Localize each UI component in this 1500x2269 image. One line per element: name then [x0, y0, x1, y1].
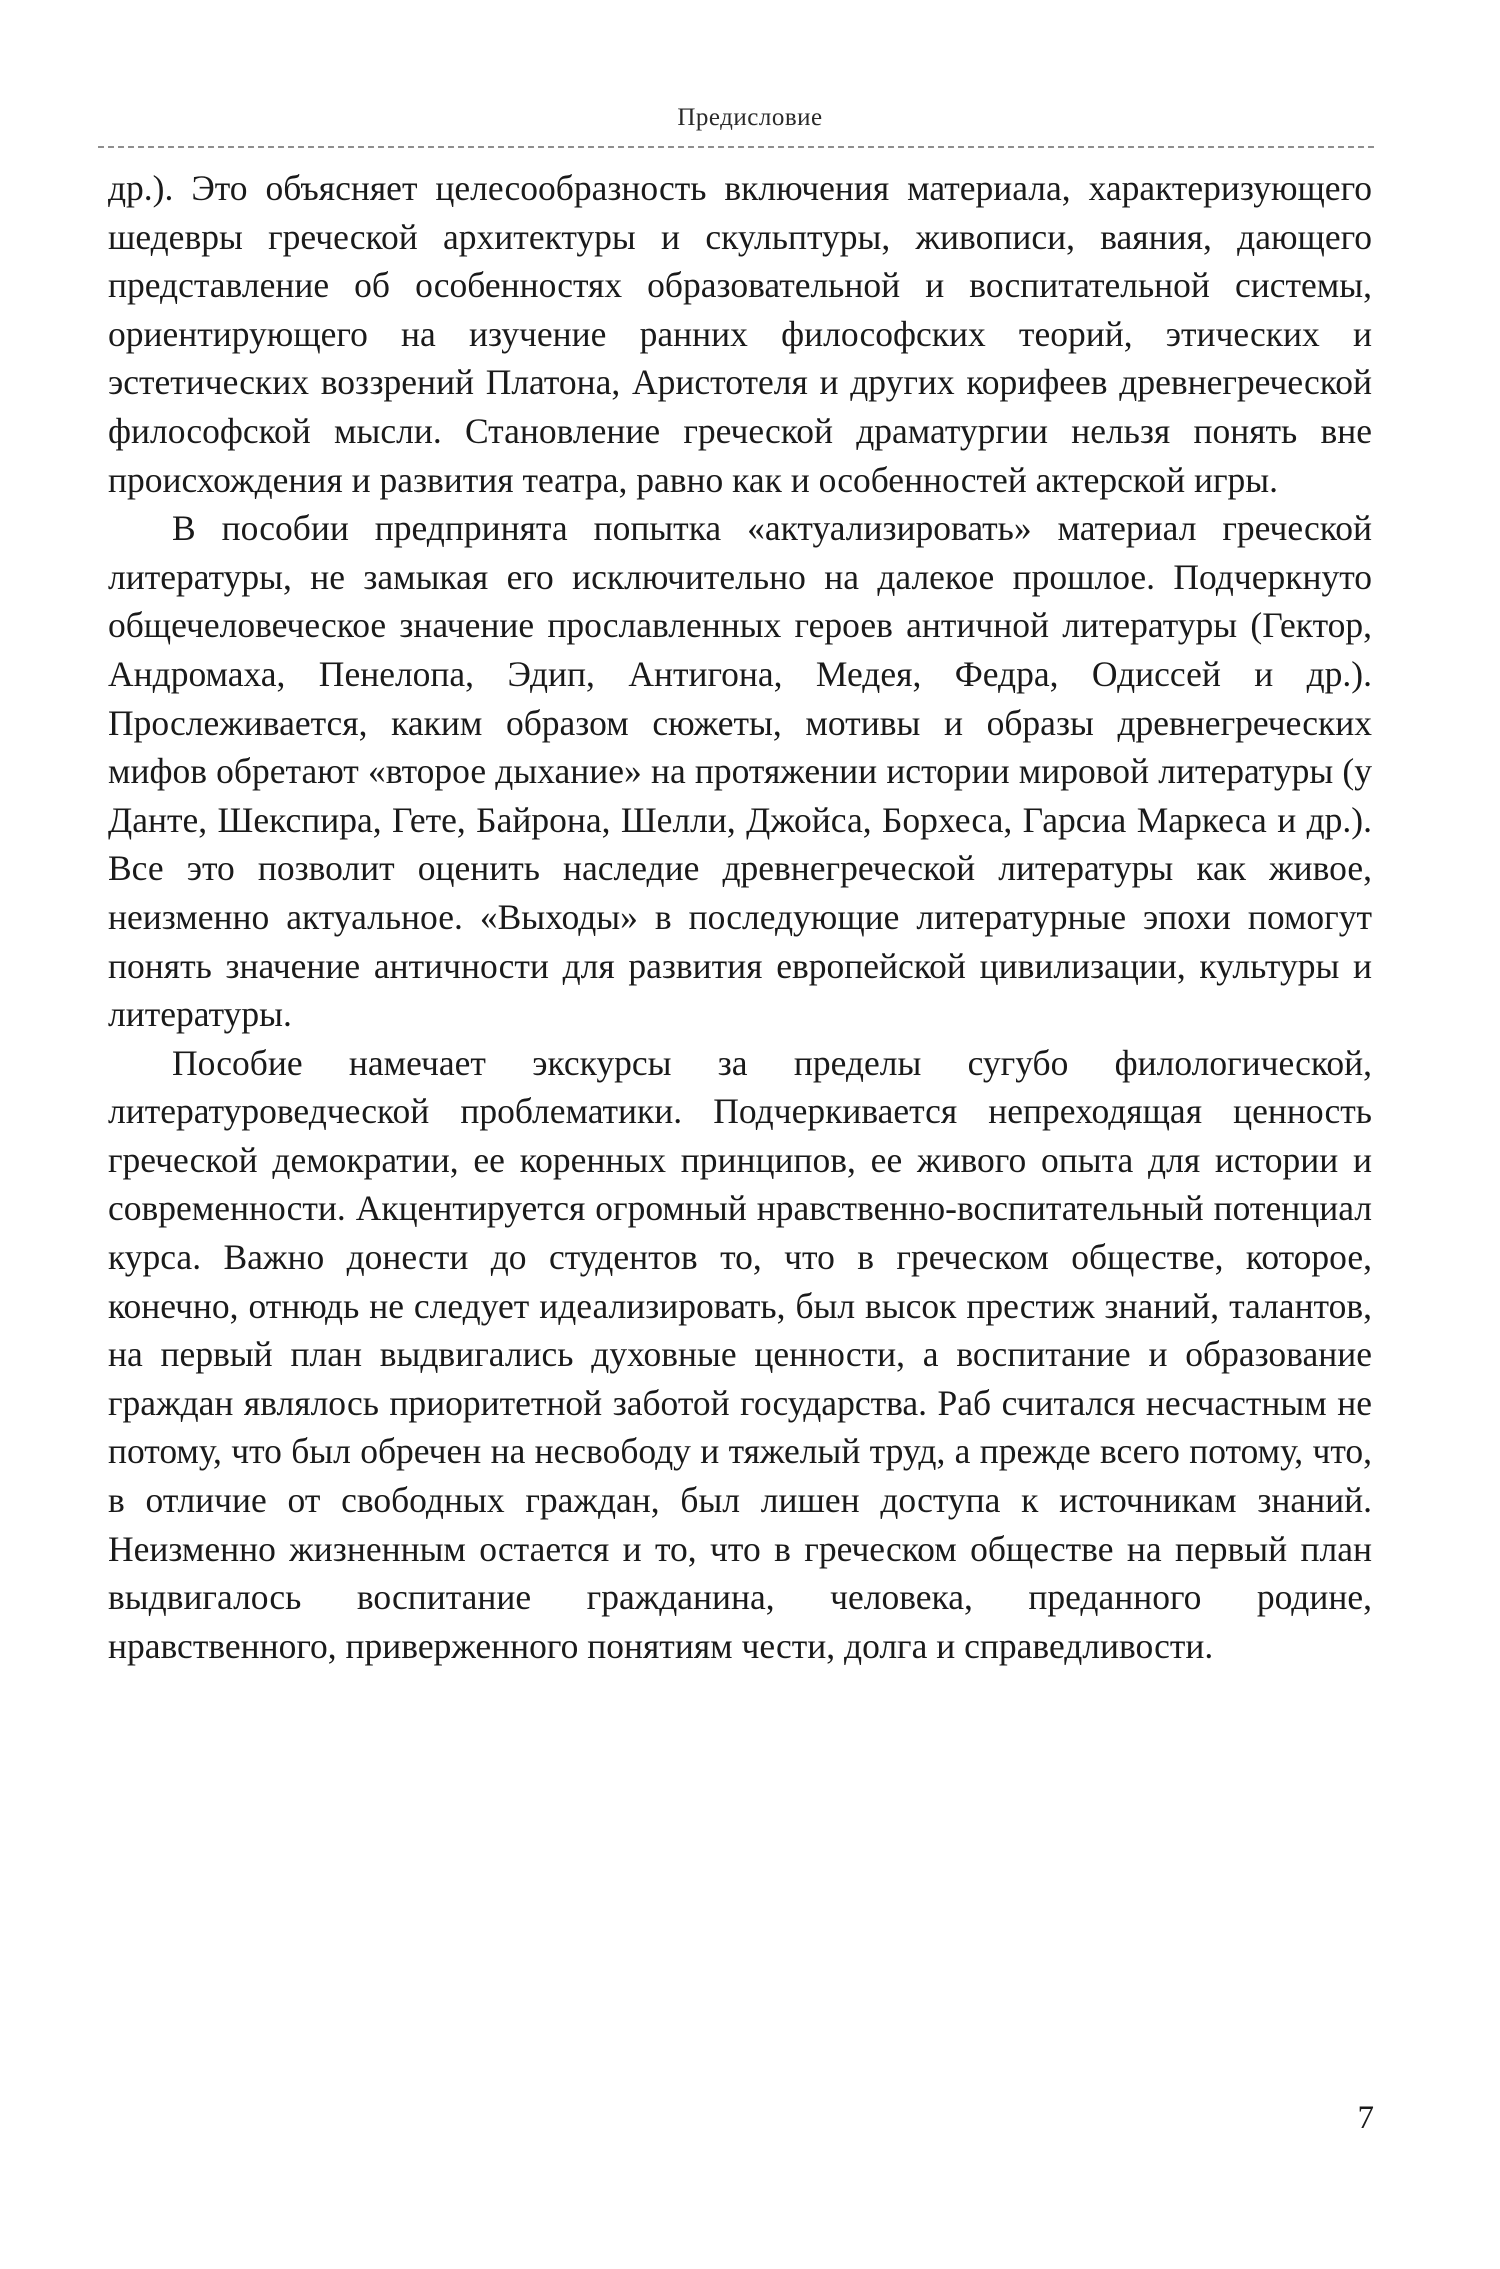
running-title: Предисловие — [677, 104, 823, 131]
body-text — [108, 164, 1372, 1670]
page-number: 7 — [1357, 2100, 1374, 2136]
paragraph-3: Пособие намечает экскурсы за пределы сугубо филологической, литературоведческой проблематики. Подчеркивается непреходящая ценность греческой демократии, ее коренных принципов, ее живого опыта для истории и современности. Акцентируется огромный нравственно-воспитательный потенциал курса. Важно донести до студентов то, что в греческом обществе, которое, конечно, отнюдь не следует идеализировать, был высок престиж знаний, талантов, на первый план выдвигались духовные ценности, а воспитание и образование граждан являлось приоритетной заботой государства. Раб считался несчастным не потому, что был обречен на несвободу и тяжелый труд, а прежде всего потому, что, в отличие от свободных граждан, был лишен доступа к источникам знаний. Неизменно жизненным остается и то, что в греческом обществе на первый план выдвигалось воспитание гражданина, человека, преданного родине, нравственного, приверженного понятиям чести, долга и справедливости. — [108, 1042, 1372, 1666]
paragraph-1: др.). Это объясняет целесообразность включения материала, характеризующего шедевры греческой архитектуры и скульптуры, живописи, ваяния, дающего представление об особенностях образовательной и воспитательной системы, ориентирующего на изучение ранних философских теорий, этических и эстетических воззрений Платона, Аристотеля и других корифеев древнегреческой философской мысли. Становление греческой драматургии нельзя понять вне происхождения и развития театра, равно как и особенностей актерской игры. — [108, 168, 1372, 500]
paragraph-2: В пособии предпринята попытка «актуализировать» материал греческой литературы, не замыкая его исключительно на далекое прошлое. Подчеркнуто общечеловеческое значение прославленных героев античной литературы (Гектор, Андромаха, Пенелопа, Эдип, Антигона, Медея, Федра, Одиссей и др.). Прослеживается, каким образом сюжеты, мотивы и образы древнегреческих мифов обретают «второе дыхание» на протяжении истории мировой литературы (у Данте, Шекспира, Гете, Байрона, Шелли, Джойса, Борхеса, Гарсиа Маркеса и др.). Все это позволит оценить наследие древнегреческой литературы как живое, неизменно актуальное. «Выходы» в последующие литературные эпохи помогут понять значение античности для развития европейской цивилизации, культуры и литературы. — [108, 508, 1372, 1035]
header-divider — [98, 146, 1374, 148]
